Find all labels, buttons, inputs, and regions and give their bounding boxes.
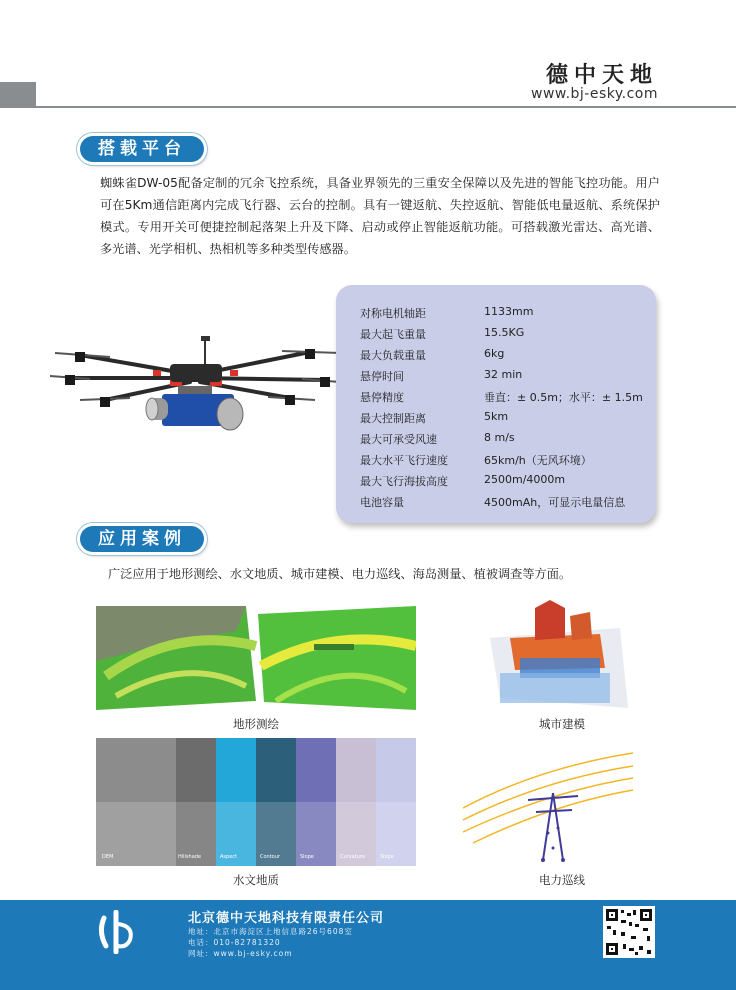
spec-label: 对称电机轴距 [360,307,426,320]
power-image [458,748,638,868]
terrain-image [96,606,416,710]
spec-value: 32 min [484,368,523,381]
hydro-label: Aspect [220,854,237,860]
caption-city: 城市建模 [539,717,585,731]
brand-name: 德中天地 [545,63,658,88]
spec-row [360,368,660,388]
spec-value: 4500mAh，可显示电量信息 [484,496,626,509]
footer-address: 地址：北京市海淀区上地信息路26号608室 [188,927,353,936]
footer-website: 网址：www.bj-esky.com [188,949,293,958]
spec-label: 最大飞行海拔高度 [360,475,448,488]
header-rule [36,106,736,108]
hydro-label: Slope [300,854,314,860]
qr-code-icon[interactable] [603,906,655,958]
spec-row [360,431,660,451]
spec-row [360,452,660,472]
caption-terrain: 地形测绘 [233,717,279,731]
hydro-label: DEM [102,854,114,860]
company-logo-icon [96,910,136,954]
spec-value: 8 m/s [484,431,515,444]
hydro-label: Contour [260,854,280,860]
hydro-label: Hillshade [178,854,202,860]
spec-row [360,347,660,367]
hydro-image [96,738,416,866]
application-paragraph: 广泛应用于地形测绘、水文地质、城市建模、电力巡线、海岛测量、植被调查等方面。 [108,567,572,581]
spec-row [360,305,660,325]
section-title-application: 应用案例 [80,526,204,552]
caption-power: 电力巡线 [539,873,585,887]
spec-row [360,494,660,514]
spec-value: 65km/h（无风环境） [484,454,592,467]
spec-value: 5km [484,410,509,423]
spec-row [360,389,660,409]
spec-value: 2500m/4000m [484,473,566,486]
spec-label: 最大可承受风速 [360,433,437,446]
spec-value: 6kg [484,347,505,360]
spec-label: 最大负载重量 [360,349,426,362]
spec-card [336,285,656,523]
city-image [480,598,630,710]
spec-label: 悬停时间 [360,370,404,383]
hydro-label: Curvature [340,854,365,860]
caption-hydro: 水文地质 [233,873,279,887]
spec-row [360,473,660,493]
spec-value: 1133mm [484,305,534,318]
footer-company-name: 北京德中天地科技有限责任公司 [188,911,385,926]
platform-paragraph: 蜘蛛雀DW-05配备定制的冗余飞控系统，具备业界领先的三重安全保障以及先进的智能飞控功能。用户可在5Km通信距离内完成飞行器、云台的控制。具有一键返航、失控返航、智能低电量返航、系统保护模式。专用开关可便捷控制起落架上升及下降、启动或停止智能返航功能。可搭载激光雷达、高光谱、多光谱、光学相机、热相机等多种类型传感器。 [100,176,660,256]
spec-row [360,410,660,430]
header-gray-tab [0,82,36,108]
spec-label: 电池容量 [360,496,404,509]
spec-row [360,326,660,346]
spec-label: 最大控制距离 [360,412,426,425]
brand-website: www.bj-esky.com [531,86,658,102]
spec-label: 最大起飞重量 [360,328,426,341]
spec-label: 最大水平飞行速度 [360,454,448,467]
section-title-platform: 搭载平台 [80,136,204,162]
drone-image [50,330,340,450]
spec-label: 悬停精度 [360,391,404,404]
spec-value: 垂直：± 0.5m；水平：± 1.5m [484,391,643,404]
footer-phone: 电话：010-82781320 [188,938,281,947]
spec-value: 15.5KG [484,326,525,339]
hydro-label: Slope [380,854,394,860]
